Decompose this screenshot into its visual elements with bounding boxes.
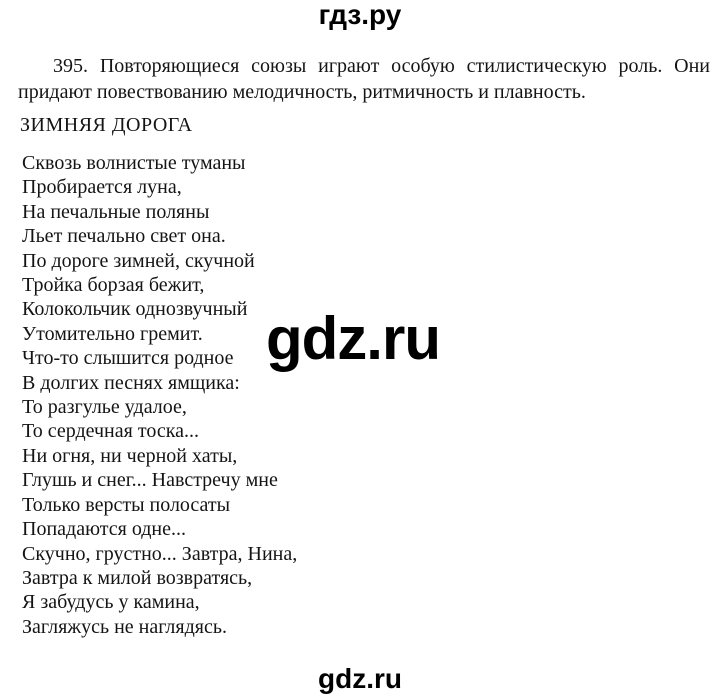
poem-line: Попадаются одне... — [22, 518, 186, 541]
poem-line: На печальные поляны — [22, 200, 210, 223]
poem-line: В долгих песнях ямщика: — [22, 371, 240, 394]
poem-line: Я забудусь у камина, — [22, 591, 200, 614]
poem-line: Скучно, грустно... Завтра, Нина, — [22, 542, 298, 565]
poem-line: Сквозь волнистые туманы — [22, 152, 246, 174]
poem-line: Глушь и снег... Навстречу мне — [22, 469, 278, 492]
poem-line: Утомительно гремит. — [22, 322, 203, 345]
poem-line: Загляжусь не наглядясь. — [22, 615, 227, 638]
exercise-paragraph — [18, 53, 710, 105]
poem-title: ЗИМНЯЯ ДОРОГА — [20, 114, 193, 136]
poem-line: Что-то слышится родное — [22, 347, 234, 370]
poem-line: То разгулье удалое, — [22, 396, 187, 419]
poem-line: По дороге зимней, скучной — [22, 249, 255, 272]
exercise-text: Повторяющиеся союзы играют особую стилистическую роль. Они придают повествованию мелодичность, ритмичность и плавность. — [18, 55, 710, 103]
poem-line: Завтра к милой возвратясь, — [22, 566, 253, 589]
poem-line: Только версты полосаты — [22, 493, 231, 516]
poem-body — [22, 151, 297, 639]
site-watermark: gdz.ru — [266, 305, 440, 372]
poem-line: То сердечная тоска... — [22, 420, 199, 443]
poem-line: Колокольчик однозвучный — [22, 298, 248, 321]
poem-line: Льет печально свет она. — [22, 225, 226, 248]
site-logo-footer: gdz.ru — [318, 663, 402, 694]
poem-line: Ни огня, ни черной хаты, — [22, 444, 238, 467]
exercise-number: 395. — [53, 55, 88, 77]
poem-line: Пробирается луна, — [22, 176, 182, 199]
poem-line: Тройка борзая бежит, — [22, 274, 205, 297]
site-logo-header: гдз.ру — [318, 0, 402, 30]
